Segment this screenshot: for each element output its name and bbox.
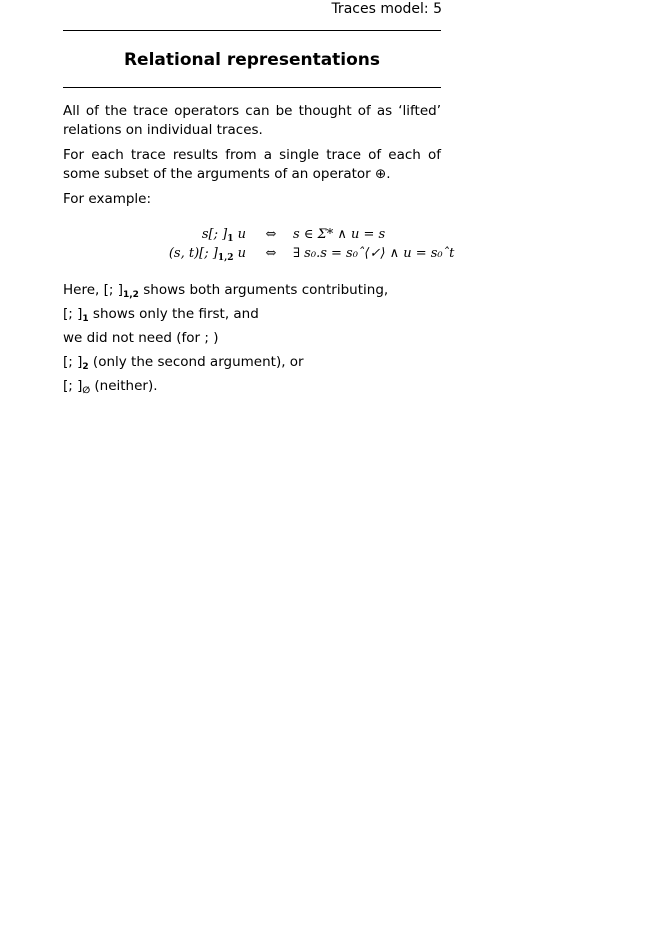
note-text-tail: shows both arguments contributing, [138, 282, 389, 298]
formula-lhs-subscript: 1,2 [217, 253, 234, 263]
formula-iff-symbol: ⇔ [265, 246, 277, 261]
note-text-tail: shows only the first, and [88, 306, 259, 322]
note-line [63, 377, 158, 401]
formula-lhs-subscript: 1 [227, 234, 234, 244]
formula-iff-symbol: ⇔ [265, 227, 277, 242]
note-text-tail: (only the second argument), or [88, 354, 304, 370]
formula-block [63, 227, 455, 265]
formula-row [63, 227, 441, 246]
note-text: [; ] [63, 354, 83, 370]
formula-lhs [202, 227, 246, 244]
note-text-tail: (neither). [90, 378, 158, 394]
section-title: Relational representations [123, 50, 381, 70]
formula-rhs: ∃ s₀.s = s₀ˆ⟨✓⟩ ∧ u = s₀ˆt [293, 246, 455, 261]
note-subscript: 1 [82, 314, 89, 324]
note-subscript: ∅ [82, 386, 91, 396]
note-line [63, 281, 388, 305]
note-line [63, 353, 304, 377]
formula-rhs: s ∈ Σ* ∧ u = s [293, 227, 386, 242]
formula-lhs-var: u [233, 227, 246, 242]
running-header: Traces model: 5 [331, 1, 442, 17]
formula-lhs-text: s[; ] [201, 227, 228, 242]
note-subscript: 1,2 [122, 290, 139, 300]
note-line [63, 305, 259, 329]
title-rule-top [63, 30, 441, 31]
note-text: [; ] [63, 378, 83, 394]
paragraph-intro: All of the trace operators can be thought of as ‘lifted’ relations on individual traces. [63, 103, 441, 138]
formula-lhs-var: u [233, 246, 246, 261]
note-text: [; ] [63, 306, 83, 322]
formula-lhs-text: (s, t)[; ] [168, 246, 218, 261]
note-text: we did not need (for ; ) [63, 330, 219, 346]
paragraph-explanation: For each trace results from a single trace of each of some subset of the arguments of an operator ⊕. [63, 147, 441, 182]
note-text: Here, [; ] [63, 282, 123, 298]
formula-row [63, 246, 455, 265]
note-subscript: 2 [82, 362, 89, 372]
formula-lhs [169, 246, 246, 263]
paragraph-example-lead: For example: [63, 191, 152, 207]
note-line [63, 329, 218, 353]
title-rule-bottom [63, 87, 441, 88]
